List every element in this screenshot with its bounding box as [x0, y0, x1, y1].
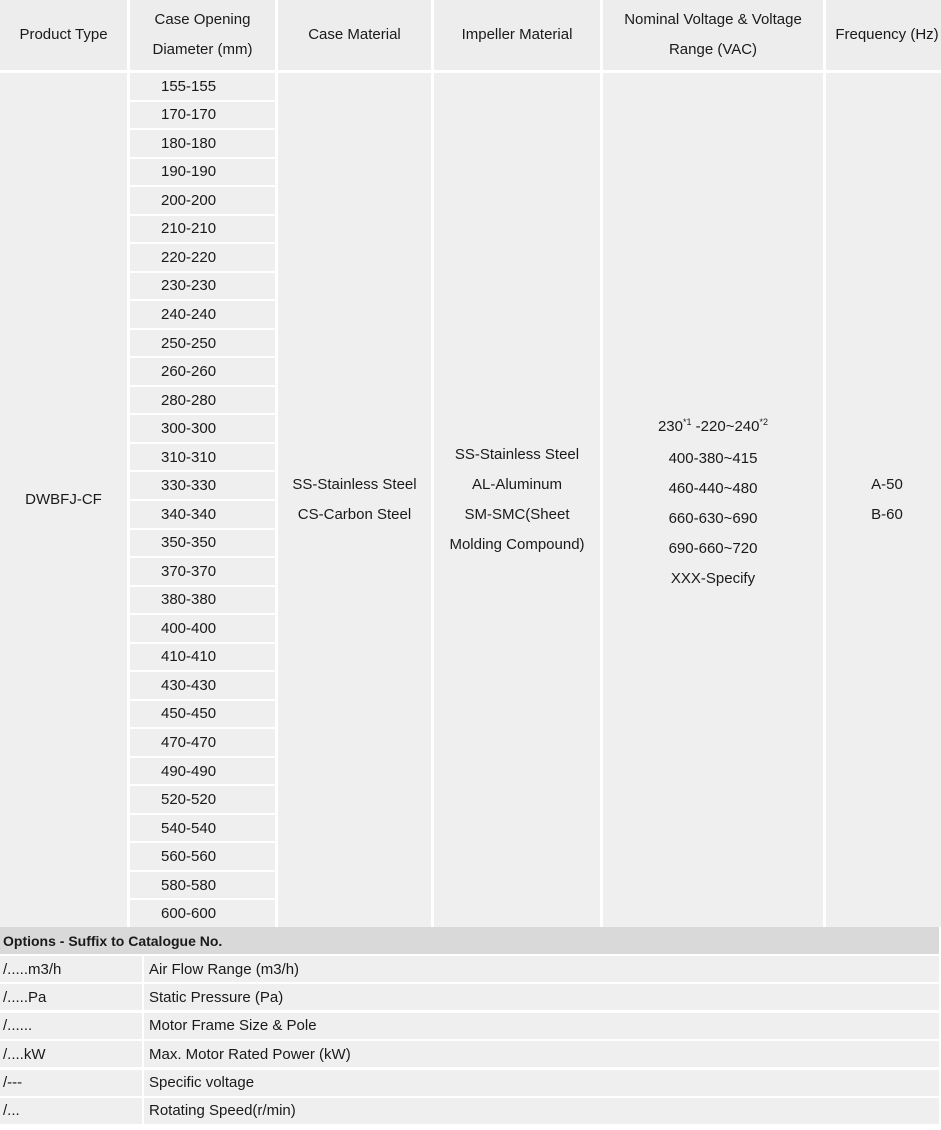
diameter-value: 330-330	[161, 477, 217, 495]
diameter-value: 170-170	[161, 106, 217, 124]
option-description: Max. Motor Rated Power (kW)	[144, 1041, 939, 1067]
diameter-row	[130, 615, 275, 642]
diameter-value: 280-280	[161, 391, 217, 409]
diameter-value: 190-190	[161, 163, 217, 181]
diameter-value: 250-250	[161, 334, 217, 352]
impeller-material-cell	[434, 73, 600, 927]
option-code: /.....Pa	[0, 984, 142, 1010]
impeller-material-item: SM-SMC(Sheet	[464, 506, 570, 523]
voltage-cell	[603, 73, 823, 927]
frequency-item: B-60	[871, 506, 903, 523]
diameter-value: 300-300	[161, 420, 217, 438]
option-description: Static Pressure (Pa)	[144, 984, 939, 1010]
diameter-row	[130, 102, 275, 129]
options-title-label: Options - Suffix to Catalogue No.	[3, 932, 223, 949]
option-code: /....kW	[0, 1041, 142, 1067]
diameter-row	[130, 244, 275, 271]
diameter-row	[130, 273, 275, 300]
diameter-value: 340-340	[161, 505, 217, 523]
diameter-value: 520-520	[161, 791, 217, 809]
header-case-opening-line1: Case Opening	[154, 11, 251, 28]
frequency-item: A-50	[871, 476, 903, 493]
diameter-row	[130, 872, 275, 899]
diameter-value: 240-240	[161, 306, 217, 324]
diameter-value: 310-310	[161, 448, 217, 466]
diameter-value: 470-470	[161, 733, 217, 751]
diameter-row	[130, 558, 275, 585]
diameter-value: 380-380	[161, 591, 217, 609]
diameter-row	[130, 358, 275, 385]
voltage-line: 660-630~690	[668, 510, 758, 527]
diameter-value: 540-540	[161, 819, 217, 837]
diameter-row	[130, 758, 275, 785]
voltage-line: 460-440~480	[668, 480, 758, 497]
options-title	[0, 927, 939, 954]
frequency-cell	[826, 73, 941, 927]
diameter-row	[130, 786, 275, 813]
diameter-row	[130, 330, 275, 357]
header-frequency	[826, 0, 941, 70]
header-case-opening	[130, 0, 275, 70]
diameter-value: 350-350	[161, 534, 217, 552]
voltage-line: 690-660~720	[668, 540, 758, 557]
diameter-row	[130, 900, 275, 927]
diameter-row	[130, 216, 275, 243]
diameter-value: 560-560	[161, 848, 217, 866]
diameter-value: 220-220	[161, 248, 217, 266]
case-material-cell	[278, 73, 431, 927]
voltage-line-primary	[658, 412, 768, 442]
diameter-list	[130, 73, 275, 927]
option-code: /......	[0, 1013, 142, 1039]
diameter-row	[130, 187, 275, 214]
header-product-type	[0, 0, 127, 70]
voltage-line: 400-380~415	[668, 450, 758, 467]
diameter-row	[130, 729, 275, 756]
diameter-value: 580-580	[161, 876, 217, 894]
product-type-cell	[0, 73, 127, 927]
voltage-nominal: 230	[657, 418, 683, 435]
diameter-row	[130, 73, 275, 100]
diameter-row	[130, 815, 275, 842]
diameter-value: 400-400	[161, 619, 217, 637]
option-description: Motor Frame Size & Pole	[144, 1013, 939, 1039]
option-description: Rotating Speed(r/min)	[144, 1098, 939, 1124]
diameter-row	[130, 843, 275, 870]
diameter-row	[130, 644, 275, 671]
diameter-row	[130, 587, 275, 614]
header-voltage	[603, 0, 823, 70]
diameter-value: 430-430	[161, 676, 217, 694]
diameter-value: 600-600	[161, 905, 217, 923]
diameter-row	[130, 672, 275, 699]
diameter-row	[130, 387, 275, 414]
header-product-type-label: Product Type	[19, 26, 108, 43]
diameter-value: 210-210	[161, 220, 217, 238]
header-voltage-line1: Nominal Voltage & Voltage	[624, 11, 802, 28]
header-case-material	[278, 0, 431, 70]
voltage-footnote-2: *2	[759, 417, 769, 427]
diameter-value: 200-200	[161, 191, 217, 209]
option-code: /...	[0, 1098, 142, 1124]
diameter-row	[130, 444, 275, 471]
header-case-material-label: Case Material	[308, 26, 401, 43]
diameter-row	[130, 301, 275, 328]
diameter-value: 490-490	[161, 762, 217, 780]
options-table	[0, 956, 939, 1124]
option-code: /.....m3/h	[0, 956, 142, 982]
diameter-value: 230-230	[161, 277, 217, 295]
diameter-value: 450-450	[161, 705, 217, 723]
diameter-value: 370-370	[161, 562, 217, 580]
header-frequency-label: Frequency (Hz)	[835, 26, 939, 43]
diameter-value: 260-260	[161, 363, 217, 381]
diameter-row	[130, 501, 275, 528]
option-description: Specific voltage	[144, 1070, 939, 1096]
diameter-row	[130, 701, 275, 728]
diameter-row	[130, 530, 275, 557]
header-voltage-line2: Range (VAC)	[668, 41, 758, 58]
voltage-line: XXX-Specify	[670, 570, 756, 587]
diameter-row	[130, 415, 275, 442]
impeller-material-item: AL-Aluminum	[471, 476, 563, 493]
diameter-row	[130, 130, 275, 157]
product-type-value: DWBFJ-CF	[25, 491, 102, 508]
diameter-value: 180-180	[161, 134, 217, 152]
case-material-item: SS-Stainless Steel	[292, 476, 417, 493]
diameter-value: 155-155	[161, 77, 217, 95]
diameter-row	[130, 159, 275, 186]
diameter-row	[130, 472, 275, 499]
option-description: Air Flow Range (m3/h)	[144, 956, 939, 982]
impeller-material-item: Molding Compound)	[449, 536, 585, 553]
voltage-footnote-1: *1	[683, 417, 692, 427]
case-material-item: CS-Carbon Steel	[297, 506, 412, 523]
header-impeller-material-label: Impeller Material	[461, 26, 573, 43]
diameter-value: 410-410	[161, 648, 217, 666]
impeller-material-item: SS-Stainless Steel	[454, 446, 580, 463]
header-impeller-material	[434, 0, 600, 70]
header-case-opening-line2: Diameter (mm)	[152, 41, 253, 58]
voltage-range: -220~240	[691, 418, 760, 435]
option-code: /---	[0, 1070, 142, 1096]
